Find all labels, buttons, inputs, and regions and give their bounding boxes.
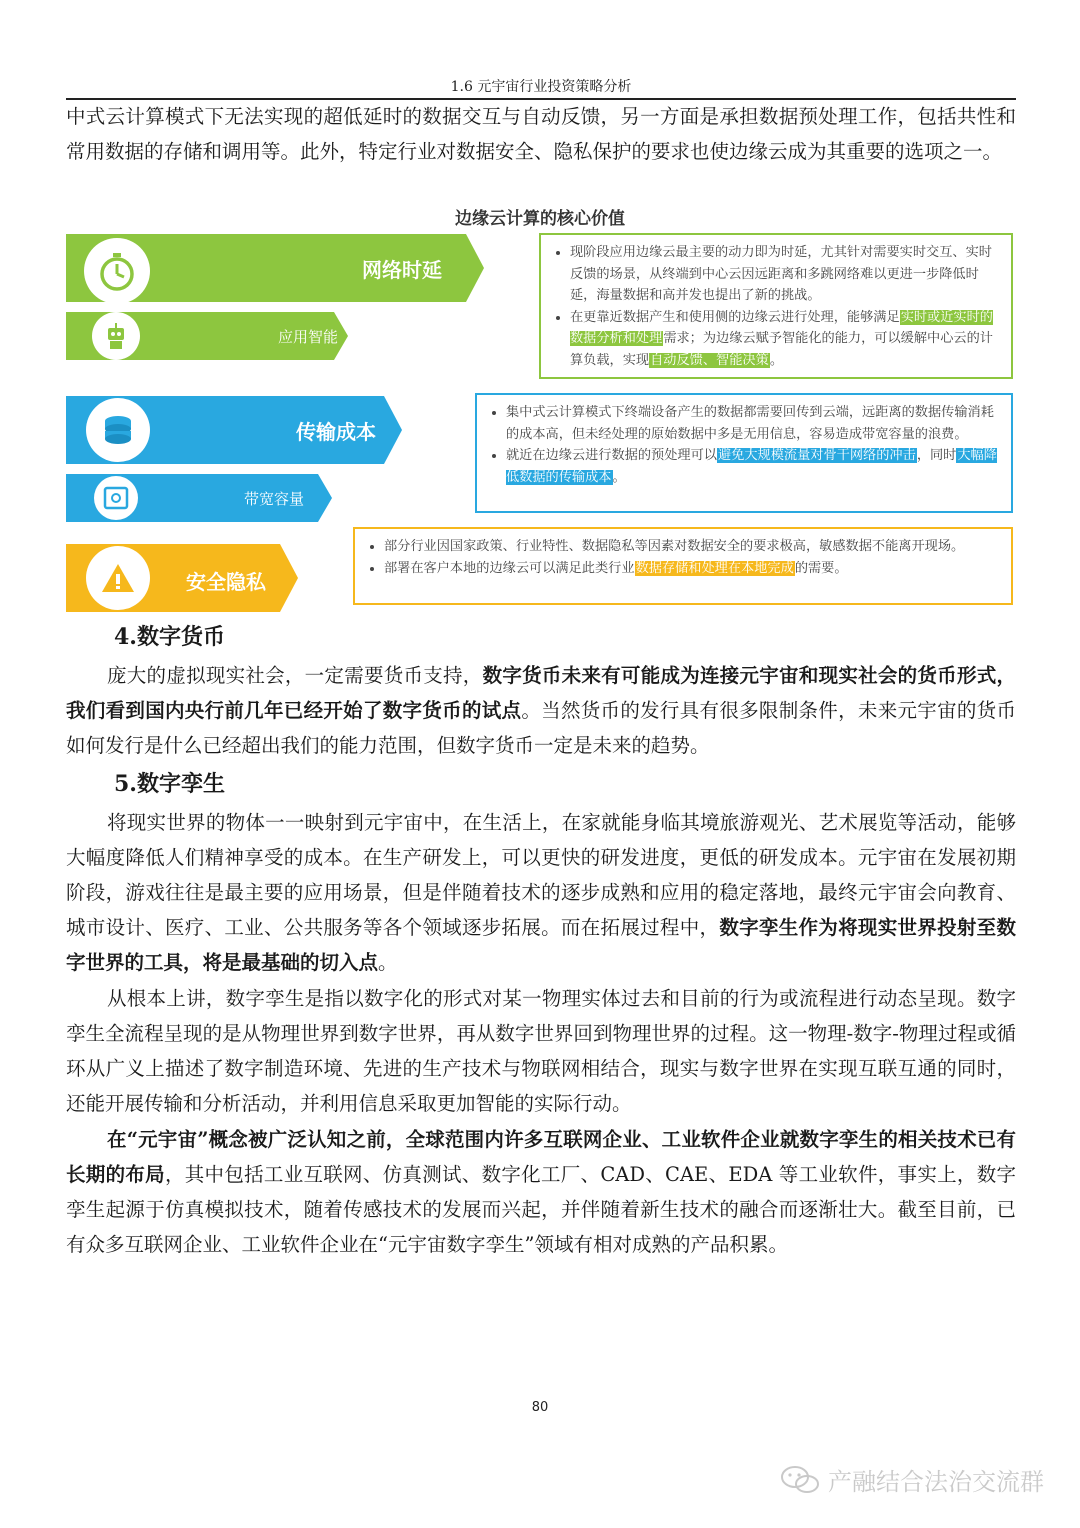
box-privacy bbox=[356, 530, 1010, 602]
band-label-bandwidth: 带宽容量 bbox=[244, 490, 305, 508]
page-number: 80 bbox=[531, 1400, 549, 1415]
section5-paragraph-2: 从根本上讲，数字孪生是指以数字化的形式对某一物理实体过去和目前的行为或流程进行动态呈现。数字孪生全流程呈现的是从物理世界到数字世界，再从数字世界回到物理世界的过程。这一物理-数字-物理过程或循环从广义上描述了数字制造环境、先进的生产技术与物联网相结合，现实与数字世界在实现互联互通的同时，还能开展传输和分析活动，并利用信息采取更加智能的实际行动。 bbox=[66, 987, 1016, 1115]
box-latency bbox=[542, 236, 1010, 376]
watermark bbox=[780, 1462, 1044, 1497]
band-label-latency: 网络时延 bbox=[362, 258, 442, 282]
safe-icon bbox=[94, 476, 138, 520]
box-privacy-bullet-2: • 部署在客户本地的边缘云可以满足此类行业数据存储和处理在本地完成的需要。 bbox=[384, 558, 1000, 580]
box-privacy-bullet-1: • 部分行业因国家政策、行业特性、数据隐私等因素对数据安全的要求极高，敏感数据不能离开现场。 bbox=[384, 536, 1000, 558]
box-latency-bullet-1: • 现阶段应用边缘云最主要的动力即为时延，尤其针对需要实时交互、实时反馈的场景，从终端到中心云因远距离和多跳网络难以更进一步降低时延，海量数据和高并发也提出了新的挑战。 bbox=[570, 242, 1000, 307]
figure-title: 边缘云计算的核心价值 bbox=[455, 209, 625, 229]
band-label-privacy: 安全隐私 bbox=[186, 570, 266, 594]
robot-icon bbox=[92, 312, 140, 360]
box-latency-bullet-2: • 在更靠近数据产生和使用侧的边缘云进行处理，能够满足实时或近实时的数据分析和处理需求；为边缘云赋予智能化的能力，可以缓解中心云的计算负载，实现自动反馈、智能决策。 bbox=[570, 307, 1000, 372]
intro-paragraph: 中式云计算模式下无法实现的超低延时的数据交互与自动反馈，另一方面是承担数据预处理工作，包括共性和常用数据的存储和调用等。此外，特定行业对数据安全、隐私保护的要求也使边缘云成为其重要的选项之一。 bbox=[66, 105, 1016, 163]
section5-paragraph-1: 将现实世界的物体一一映射到元宇宙中，在生活上，在家就能身临其境旅游观光、艺术展览等活动，能够大幅度降低人们精神享受的成本。在生产研发上，可以更快的研发进度，更低的研发成本。元宇宙在发展初期阶段，游戏往往是最主要的应用场景，但是伴随着技术的逐步成熟和应用的稳定落地，最终元宇宙会向教育、城市设计、医疗、工业、公共服务等各个领域逐步拓展。而在拓展过程中，数字孪生作为将现实世界投射至数字世界的工具，将是最基础的切入点。 bbox=[66, 811, 1016, 974]
watermark-text: 产融结合法治交流群 bbox=[828, 1468, 1044, 1496]
coins-icon bbox=[86, 398, 150, 462]
band-label-cost: 传输成本 bbox=[296, 420, 376, 444]
page-header: 1.6 元宇宙行业投资策略分析 bbox=[450, 79, 632, 95]
section4-paragraph: 庞大的虚拟现实社会，一定需要货币支持，数字货币未来有可能成为连接元宇宙和现实社会的货币形式，我们看到国内央行前几年已经开始了数字货币的试点。当然货币的发行具有很多限制条件，未来元宇宙的货币如何发行是什么已经超出我们的能力范围，但数字货币一定是未来的趋势。 bbox=[66, 664, 1016, 757]
warning-icon bbox=[86, 546, 150, 610]
box-cost bbox=[478, 396, 1010, 510]
section5-heading: 5.数字孪生 bbox=[114, 771, 225, 797]
box-cost-bullet-1: • 集中式云计算模式下终端设备产生的数据都需要回传到云端，远距离的数据传输消耗的成本高，但未经处理的原始数据中多是无用信息，容易造成带宽容量的浪费。 bbox=[506, 402, 1000, 445]
section4-heading: 4.数字货币 bbox=[114, 624, 225, 650]
section5-paragraph-3: 在“元宇宙”概念被广泛认知之前，全球范围内许多互联网企业、工业软件企业就数字孪生的相关技术已有长期的布局，其中包括工业互联网、仿真测试、数字化工厂、CAD、CAE、EDA 等工业软件，事实上，数字孪生起源于仿真模拟技术，随着传感技术的发展而兴起，并伴随着新生技术的融合而逐渐壮大。截至目前，已有众多互联网企业、工业软件企业在“元宇宙数字孪生”领域有相对成熟的产品积累。 bbox=[66, 1128, 1016, 1256]
stopwatch-icon bbox=[84, 238, 150, 304]
box-cost-bullet-2: • 就近在边缘云进行数据的预处理可以避免大规模流量对骨干网络的冲击，同时大幅降低数据的传输成本。 bbox=[506, 445, 1000, 488]
wechat-icon bbox=[780, 1464, 820, 1496]
edge-cloud-figure bbox=[66, 202, 1014, 612]
band-label-ai: 应用智能 bbox=[278, 328, 339, 346]
